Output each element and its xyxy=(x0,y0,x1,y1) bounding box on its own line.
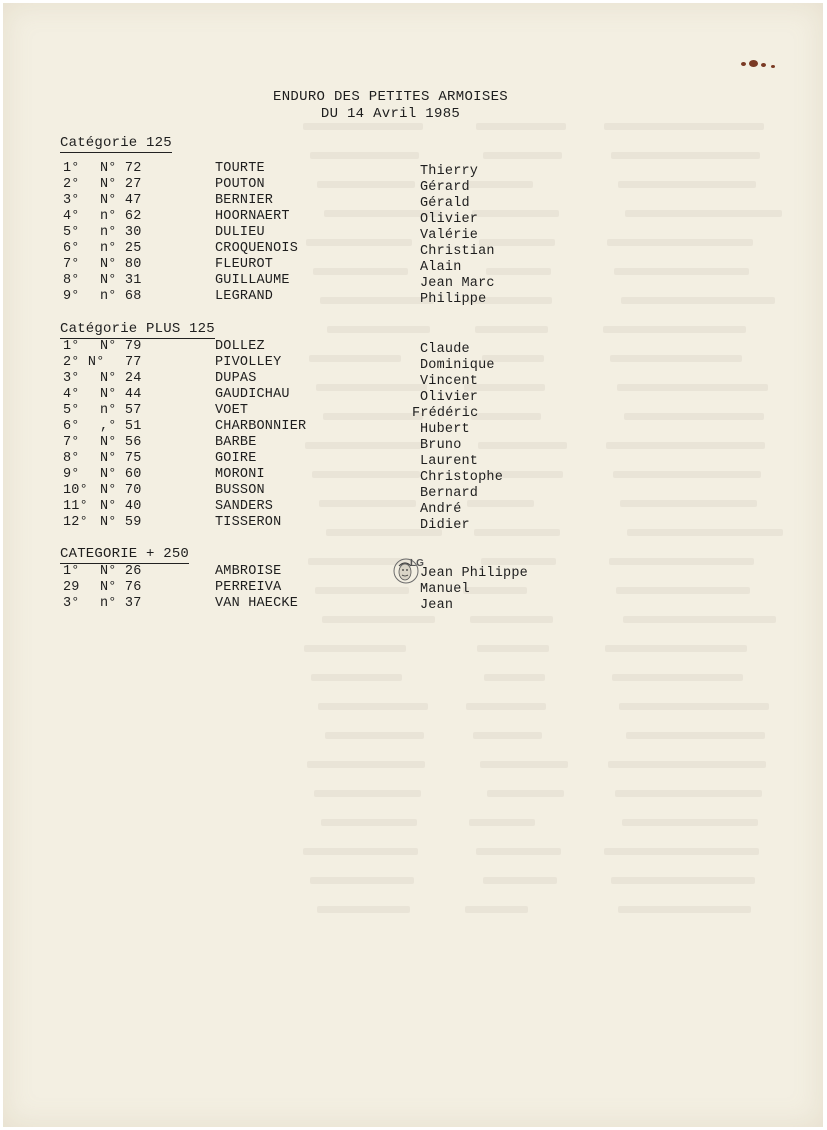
rider-surname: SANDERS xyxy=(215,499,274,514)
rider-first-name: Christian xyxy=(420,244,495,259)
rank: 5° xyxy=(63,403,80,418)
show-through-streak xyxy=(304,645,406,652)
rider-number: N° 56 xyxy=(100,435,142,450)
rider-number: n° 57 xyxy=(100,403,142,418)
show-through-streak xyxy=(626,732,765,739)
rank: 5° xyxy=(63,225,80,240)
rider-number: N° 70 xyxy=(100,483,142,498)
rider-first-name: Philippe xyxy=(420,292,487,307)
show-through-streak xyxy=(314,790,421,797)
document-title: ENDURO DES PETITES ARMOISES xyxy=(273,89,508,105)
result-row xyxy=(3,483,803,499)
result-row xyxy=(3,515,803,531)
rider-surname: DULIEU xyxy=(215,225,265,240)
rider-number: N° 27 xyxy=(100,177,142,192)
result-row xyxy=(3,225,803,241)
rank: 3° xyxy=(63,193,80,208)
rider-surname: MORONI xyxy=(215,467,265,482)
category-heading-125: Catégorie 125 xyxy=(60,135,172,151)
rank: 29 xyxy=(63,580,80,595)
show-through-streak xyxy=(318,703,428,710)
result-row xyxy=(3,209,803,225)
rider-number: N° 24 xyxy=(100,371,142,386)
show-through-streak xyxy=(327,326,430,333)
result-row xyxy=(3,451,803,467)
rider-number: n° 62 xyxy=(100,209,142,224)
rider-first-name: Frédéric xyxy=(412,406,479,421)
show-through-streak xyxy=(475,326,548,333)
show-through-streak xyxy=(604,848,759,855)
rider-number: N° 47 xyxy=(100,193,142,208)
rider-first-name: Didier xyxy=(420,518,470,533)
result-row xyxy=(3,596,803,612)
rider-first-name: Alain xyxy=(420,260,462,275)
show-through-streak xyxy=(466,703,546,710)
rider-surname: AMBROISE xyxy=(215,564,282,579)
rider-first-name: Bernard xyxy=(420,486,479,501)
result-row xyxy=(3,387,803,403)
show-through-streak xyxy=(603,326,746,333)
rider-surname: GOIRE xyxy=(215,451,257,466)
rider-number: N° 72 xyxy=(100,161,142,176)
rider-number: N° 76 xyxy=(100,580,142,595)
show-through-streak xyxy=(612,674,743,681)
show-through-streak xyxy=(469,819,535,826)
rider-surname: GAUDICHAU xyxy=(215,387,290,402)
rank: 8° xyxy=(63,451,80,466)
rider-number: n° 37 xyxy=(100,596,142,611)
rider-number: N° 44 xyxy=(100,387,142,402)
rank: 3° xyxy=(63,371,80,386)
show-through-streak xyxy=(487,790,564,797)
rider-surname: LEGRAND xyxy=(215,289,274,304)
rider-number: N° 31 xyxy=(100,273,142,288)
rank: 1° xyxy=(63,339,80,354)
result-row xyxy=(3,355,803,371)
rider-first-name: Vincent xyxy=(420,374,479,389)
rank: 2° xyxy=(63,177,80,192)
result-row xyxy=(3,273,803,289)
show-through-streak xyxy=(311,674,402,681)
rider-first-name: Jean Marc xyxy=(420,276,495,291)
rider-surname: PERREIVA xyxy=(215,580,282,595)
rider-number: 77 xyxy=(125,355,142,370)
rank: 1° xyxy=(63,564,80,579)
rank: 10° xyxy=(63,483,88,498)
rider-surname: DUPAS xyxy=(215,371,257,386)
show-through-streak xyxy=(619,703,769,710)
show-through-streak xyxy=(476,123,566,130)
show-through-streak xyxy=(477,645,549,652)
show-through-streak xyxy=(622,819,758,826)
rider-first-name: Bruno xyxy=(420,438,462,453)
rank: 3° xyxy=(63,596,80,611)
show-through-streak xyxy=(611,152,760,159)
rider-number: N° 40 xyxy=(100,499,142,514)
ink-stain xyxy=(741,58,777,70)
rider-number: n° 25 xyxy=(100,241,142,256)
rider-surname: VOET xyxy=(215,403,249,418)
show-through-streak xyxy=(480,761,568,768)
show-through-streak xyxy=(615,790,762,797)
rider-surname: BUSSON xyxy=(215,483,265,498)
rider-number: N° 60 xyxy=(100,467,142,482)
show-through-streak xyxy=(325,732,424,739)
rider-first-name: Jean Philippe xyxy=(420,566,528,581)
result-row xyxy=(3,257,803,273)
show-through-streak xyxy=(307,761,425,768)
rider-surname: CHARBONNIER xyxy=(215,419,307,434)
show-through-streak xyxy=(470,616,553,623)
rider-first-name: Gérard xyxy=(420,180,470,195)
category-heading-plus-250: CATEGORIE + 250 xyxy=(60,546,190,562)
result-row xyxy=(3,371,803,387)
result-row xyxy=(3,419,803,435)
rank: 7° xyxy=(63,257,80,272)
show-through-streak xyxy=(473,732,542,739)
show-through-streak xyxy=(317,906,410,913)
show-through-streak xyxy=(465,906,528,913)
rank: 8° xyxy=(63,273,80,288)
rider-number: N° 59 xyxy=(100,515,142,530)
rider-first-name: Thierry xyxy=(420,164,479,179)
rank: 9° xyxy=(63,289,80,304)
rider-first-name: Hubert xyxy=(420,422,470,437)
rank: 1° xyxy=(63,161,80,176)
result-row xyxy=(3,499,803,515)
rider-surname: GUILLAUME xyxy=(215,273,290,288)
result-row xyxy=(3,403,803,419)
rider-first-name: Jean xyxy=(420,598,454,613)
rider-first-name: Valérie xyxy=(420,228,479,243)
rank: 6° xyxy=(63,419,80,434)
rider-surname: TOURTE xyxy=(215,161,265,176)
rank: 9° xyxy=(63,467,80,482)
rank: 7° xyxy=(63,435,80,450)
show-through-streak xyxy=(322,616,435,623)
rider-first-name: Dominique xyxy=(420,358,495,373)
category-heading-plus-125: Catégorie PLUS 125 xyxy=(60,321,215,337)
rider-surname: DOLLEZ xyxy=(215,339,265,354)
rider-surname: BERNIER xyxy=(215,193,274,208)
rider-surname: VAN HAECKE xyxy=(215,596,299,611)
rider-first-name: Manuel xyxy=(420,582,470,597)
rider-surname: BARBE xyxy=(215,435,257,450)
rider-number: N° 75 xyxy=(100,451,142,466)
rank: 6° xyxy=(63,241,80,256)
rider-first-name: André xyxy=(420,502,462,517)
show-through-streak xyxy=(483,877,557,884)
show-through-streak xyxy=(310,877,414,884)
rider-first-name: Olivier xyxy=(420,212,479,227)
result-row xyxy=(3,435,803,451)
rider-number: N° 79 xyxy=(100,339,142,354)
rank: 4° xyxy=(63,387,80,402)
show-through-streak xyxy=(476,848,561,855)
show-through-streak xyxy=(623,616,776,623)
rider-surname: POUTON xyxy=(215,177,265,192)
show-through-streak xyxy=(484,674,545,681)
result-row xyxy=(3,241,803,257)
result-row xyxy=(3,339,803,355)
show-through-streak xyxy=(303,848,418,855)
rider-number: N° 26 xyxy=(100,564,142,579)
show-through-streak xyxy=(618,906,751,913)
stamp-logo-icon xyxy=(391,554,425,588)
document-page xyxy=(3,3,823,1127)
rider-number: ,° 51 xyxy=(100,419,142,434)
document-date: DU 14 Avril 1985 xyxy=(320,106,461,122)
show-through-streak xyxy=(303,123,423,130)
rider-surname: HOORNAERT xyxy=(215,209,290,224)
rider-surname: TISSERON xyxy=(215,515,282,530)
result-row xyxy=(3,467,803,483)
rider-first-name: Gérald xyxy=(420,196,470,211)
show-through-streak xyxy=(608,761,766,768)
rider-first-name: Olivier xyxy=(420,390,479,405)
show-through-streak xyxy=(321,819,417,826)
rank: 4° xyxy=(63,209,80,224)
rank: 11° xyxy=(63,499,88,514)
rider-first-name: Claude xyxy=(420,342,470,357)
rider-first-name: Christophe xyxy=(420,470,504,485)
rider-number: n° 30 xyxy=(100,225,142,240)
rank: 12° xyxy=(63,515,88,530)
rider-number: n° 68 xyxy=(100,289,142,304)
rider-number: N° 80 xyxy=(100,257,142,272)
show-through-streak xyxy=(605,645,747,652)
rider-surname: CROQUENOIS xyxy=(215,241,299,256)
show-through-streak xyxy=(611,877,755,884)
rider-first-name: Laurent xyxy=(420,454,479,469)
show-through-streak xyxy=(483,152,562,159)
result-row xyxy=(3,161,803,177)
show-through-streak xyxy=(310,152,419,159)
result-row xyxy=(3,177,803,193)
rider-surname: PIVOLLEY xyxy=(215,355,282,370)
rank: 2° N° xyxy=(63,355,105,370)
result-row xyxy=(3,289,803,305)
rider-surname: FLEUROT xyxy=(215,257,274,272)
result-row xyxy=(3,193,803,209)
show-through-streak xyxy=(604,123,764,130)
stamp-text: LG xyxy=(410,558,424,569)
